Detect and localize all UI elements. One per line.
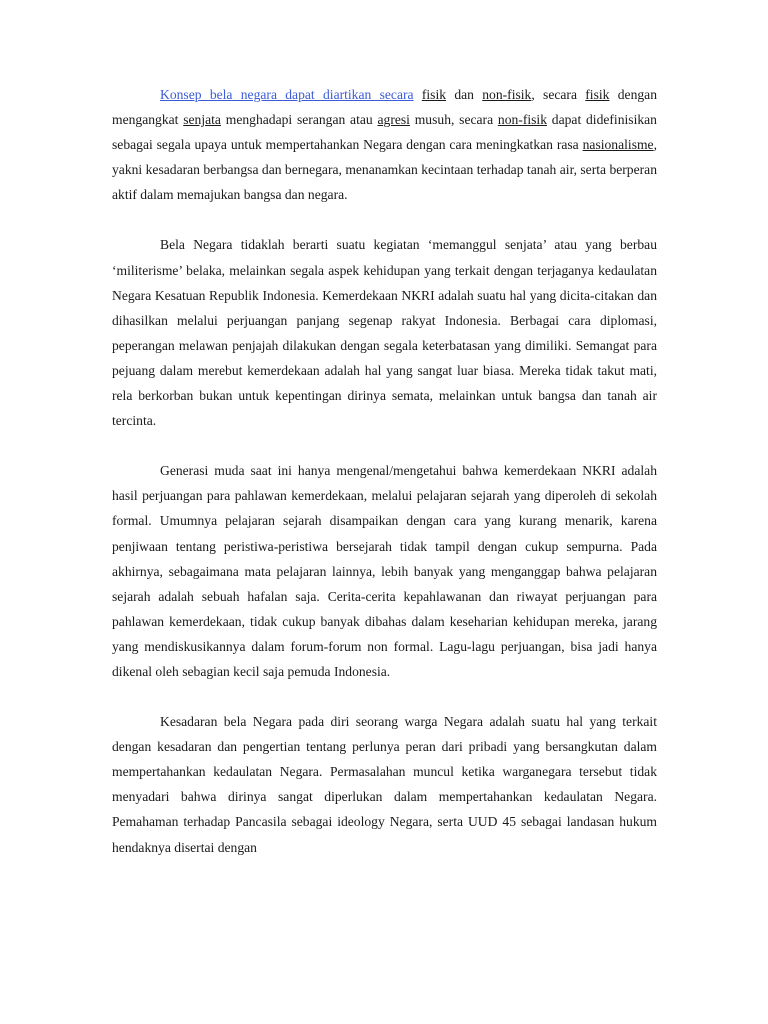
paragraph-concept (112, 82, 657, 207)
term-senjata: senjata (183, 112, 221, 128)
text-segment (414, 87, 422, 102)
term-fisik-2: fisik (585, 87, 610, 102)
term-fisik: fisik (421, 87, 447, 102)
term-nasionalisme: nasionalisme (582, 137, 654, 153)
text-segment: , secara (531, 87, 586, 102)
term-agresi: agresi (377, 112, 410, 128)
text-segment: dengan mengangkat (112, 87, 657, 128)
text-segment: Kesadaran bela Negara pada diri seorang warga Negara adalah suatu hal yang terkait dengan kesadaran dan pengertian tentang perlunya peran dari pribadi yang bersangkutan dalam mempertahankan kedaulatan Negara. Permasalahan muncul ketika warganegara tersebut tidak menyadari bahwa dirinya sangat diperlukan dalam mempertahankan kedaulatan Negara. Pemahaman terhadap Pancasila sebagai ideology Negara, serta UUD 45 sebagai landasan hukum hendaknya disertai dengan (112, 714, 657, 855)
text-segment: , yakni kesadaran berbangsa dan bernegara, menanamkan kecintaan terhadap tanah air, serta berperan aktif dalam memajukan bangsa dan negara. (112, 137, 657, 203)
text-segment: dan (446, 87, 483, 102)
concept-link[interactable]: Konsep bela negara dapat diartikan secara (160, 87, 414, 102)
term-non-fisik-2: non-fisik (497, 112, 547, 128)
text-segment: menghadapi serangan atau (220, 112, 378, 128)
paragraph-kesadaran (112, 709, 657, 860)
paragraph-bela-negara (112, 232, 657, 433)
paragraph-generasi-muda (112, 458, 657, 684)
document-page (112, 82, 657, 885)
text-segment: Bela Negara tidaklah berarti suatu kegiatan ‘memanggul senjata’ atau yang berbau ‘militerisme’ belaka, melainkan segala aspek kehidupan yang terkait dengan terjaganya kedaulatan Negara Kesatuan Republik Indonesia. Kemerdekaan NKRI adalah suatu hal yang dicita-citakan dan dihasilkan melalui perjuangan panjang segenap rakyat Indonesia. Berbagai cara diplomasi, peperangan melawan penjajah dilakukan dengan segala keterbatasan yang dimiliki. Semangat para pejuang dalam merebut kemerdekaan adalah hal yang sangat luar biasa. Mereka tidak takut mati, rela berkorban bukan untuk kepentingan dirinya semata, melainkan untuk bangsa dan tanah air tercinta. (112, 237, 657, 429)
text-segment: dapat didefinisikan sebagai segala upaya untuk mempertahankan Negara dengan cara meningkatkan rasa (112, 112, 657, 153)
term-non-fisik: non-fisik (482, 87, 532, 102)
text-segment: musuh, secara (409, 112, 498, 128)
text-segment: Generasi muda saat ini hanya mengenal/mengetahui bahwa kemerdekaan NKRI adalah hasil perjuangan para pahlawan kemerdekaan, melalui pelajaran sejarah yang diperoleh di sekolah formal. Umumnya pelajaran sejarah disampaikan dengan cara yang kurang menarik, karena penjiwaan tentang peristiwa-peristiwa bersejarah tidak tampil dengan cukup sempurna. Pada akhirnya, sebagaimana mata pelajaran lainnya, lebih banyak yang menganggap bahwa pelajaran sejarah adalah sebuah hafalan saja. Cerita-cerita kepahlawanan dan riwayat perjuangan para pahlawan kemerdekaan, tidak cukup banyak dibahas dalam keseharian kehidupan mereka, jarang yang mendiskusikannya dalam forum-forum non formal. Lagu-lagu perjuangan, bisa jadi hanya dikenal oleh sebagian kecil saja pemuda Indonesia. (112, 463, 657, 679)
